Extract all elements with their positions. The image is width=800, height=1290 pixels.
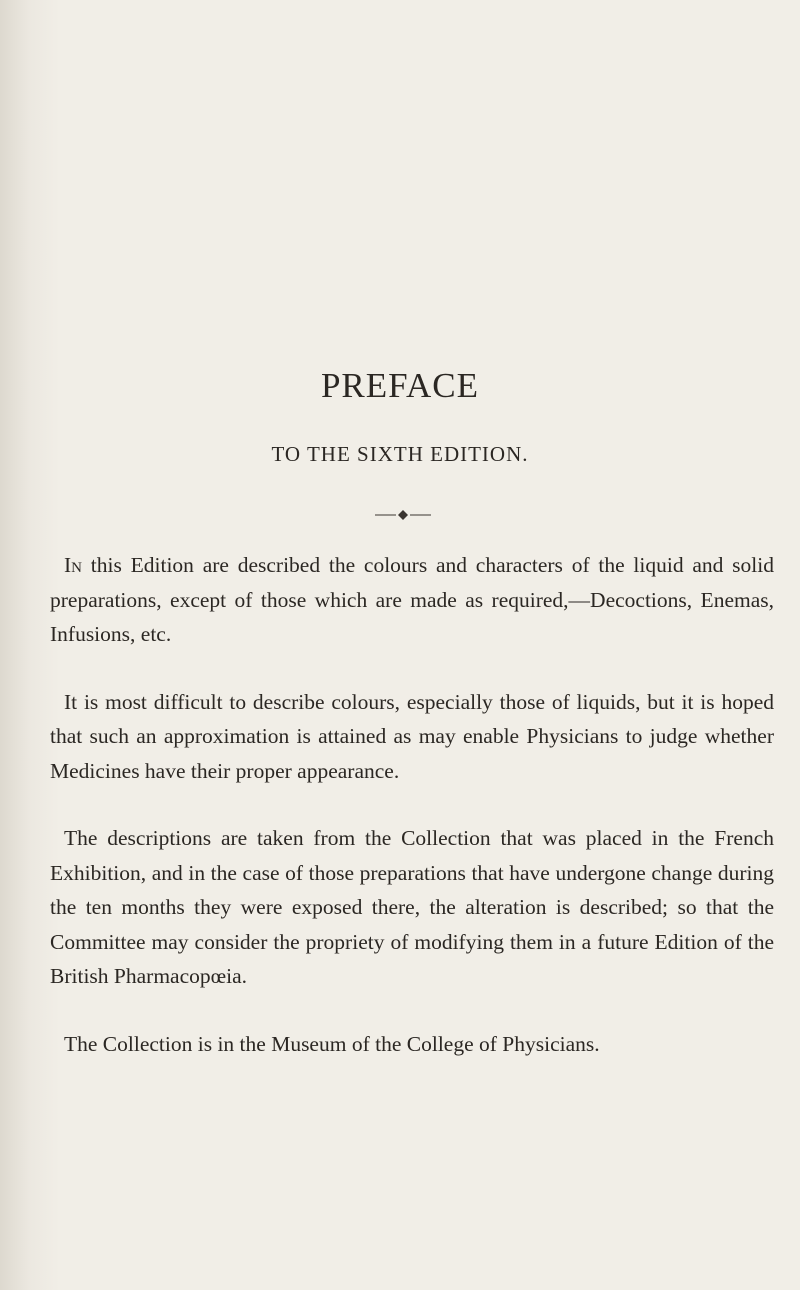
paragraph-2: It is most difficult to describe colours, especially those of liquids, but it is hoped that such an approximation is attained as may enable Physicians to judge whether Medicines have their proper appearance. [50, 689, 774, 783]
paragraph-4: The Collection is in the Museum of the College of Physicians. [64, 1031, 600, 1056]
paragraph-1-text: this Edition are described the colours and characters of the liquid and solid preparations, except of those which are made as required,—Decoctions, Enemas, Infusions, etc. [50, 553, 774, 646]
paragraph-lead-word: In [64, 553, 82, 577]
page-subtitle: TO THE SIXTH EDITION. [271, 442, 529, 466]
paragraph-3: The descriptions are taken from the Collection that was placed in the French Exhibition, and in the case of those preparations that have undergone change during the ten months they were exposed there, the alteration is described; so that the Committee may consider the propriety of modifying them in a future Edition of the British Pharmacopœia. [50, 826, 774, 988]
paragraph-1 [50, 548, 774, 652]
diamond-rule-ornament-icon [373, 508, 433, 522]
preface-body [50, 548, 774, 1094]
page-title: PREFACE [320, 366, 480, 405]
